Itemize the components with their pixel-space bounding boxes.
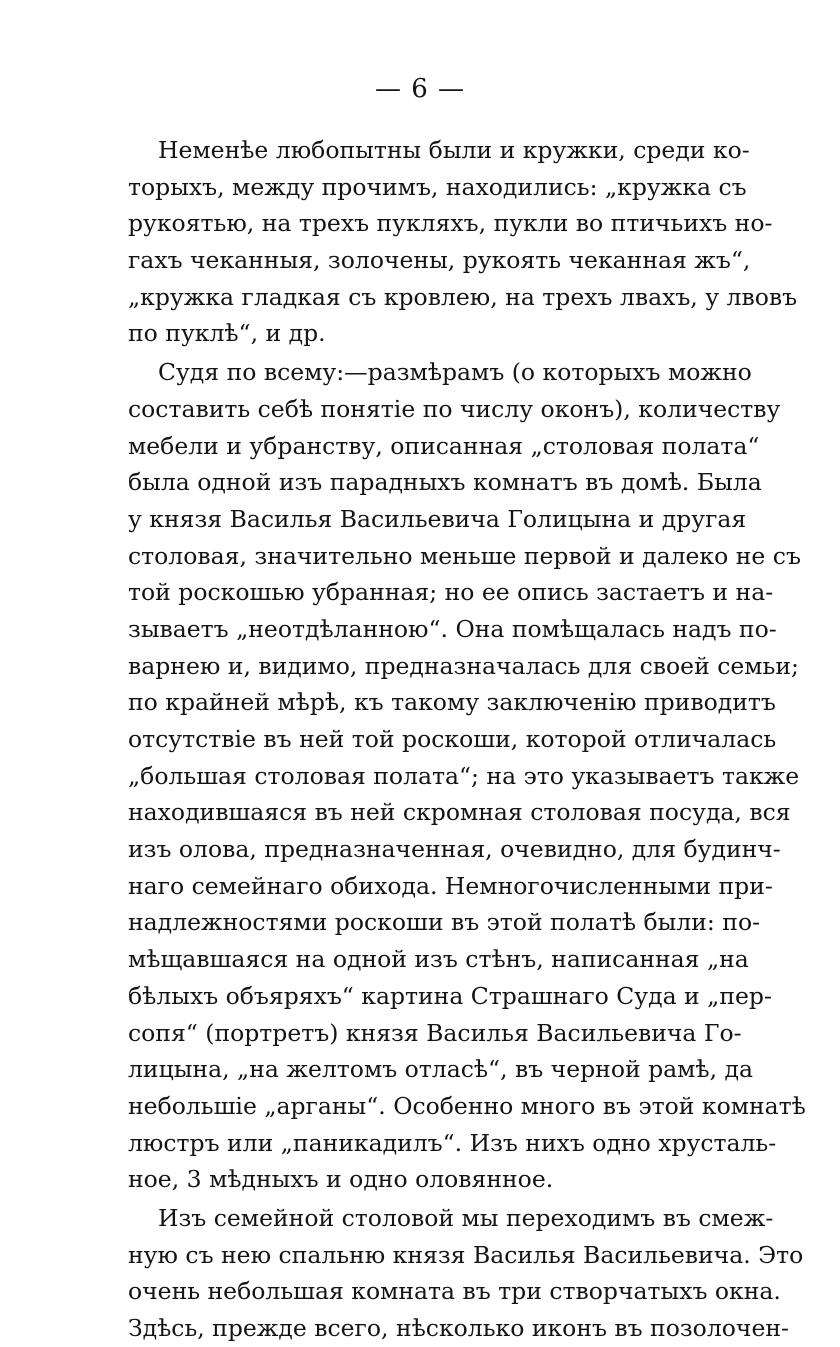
paragraph — [128, 354, 806, 1198]
text-line: очень небольшая комната въ три створчатыхъ окна. — [128, 1277, 781, 1306]
text-line: составить себѣ понятіе по числу оконъ), количеству — [128, 394, 781, 423]
paragraph — [128, 132, 798, 352]
text-line: мѣщавшаяся на одной изъ стѣнъ, написанная „на — [128, 945, 749, 974]
text-line: столовая, значительно меньше первой и далеко не съ — [128, 541, 801, 570]
text-line: бѣлыхъ объяряхъ“ картина Страшнаго Суда и „пер- — [128, 981, 772, 1010]
text-line: сопя“ (портретъ) князя Василья Васильевича Го- — [128, 1018, 742, 1047]
text-line: варнею и, видимо, предназначалась для своей семьи; — [128, 651, 799, 680]
text-line: лицына, „на желтомъ отласѣ“, въ черной рамѣ, да — [128, 1055, 754, 1084]
paragraph — [128, 1200, 804, 1347]
text-line: ное, 3 мѣдныхъ и одно оловянное. — [128, 1165, 554, 1194]
text-line: надлежностями роскоши въ этой полатѣ были: по- — [128, 908, 761, 937]
text-line: торыхъ, между прочимъ, находились: „кружка съ — [128, 172, 747, 201]
text-line: зываетъ „неотдѣланною“. Она помѣщалась надъ по- — [128, 614, 777, 643]
text-line: отсутствіе въ ней той роскоши, которой отличалась — [128, 725, 777, 753]
text-line: той роскошью убранная; но ее опись застаетъ и на- — [128, 578, 774, 607]
text-line: люстръ или „паникадилъ“. Изъ нихъ одно хрусталь- — [128, 1128, 777, 1157]
text-line: „кружка гладкая съ кровлею, на трехъ лвахъ, у лвовъ — [128, 282, 798, 311]
page-number-header: — 6 — — [374, 74, 466, 104]
text-line: по крайней мѣрѣ, къ такому заключенію приводитъ — [128, 688, 776, 717]
text-line: Изъ семейной столовой мы переходимъ въ смеж- — [158, 1203, 774, 1232]
text-line: небольшіе „арганы“. Особенно много въ этой комнатѣ — [128, 1091, 806, 1120]
text-line: у князя Василья Васильевича Голицына и другая — [128, 504, 747, 533]
text-line: Здѣсь, прежде всего, нѣсколько иконъ въ позолочен- — [128, 1314, 789, 1342]
text-line: Неменѣе любопытны были и кружки, среди ко- — [158, 136, 750, 164]
text-line: „большая столовая полата“; на это указываетъ также — [128, 761, 800, 790]
text-line: находившаяся въ ней скромная столовая посуда, вся — [128, 798, 791, 827]
text-line: ную съ нею спальню князя Василья Васильевича. Это — [128, 1240, 804, 1269]
page-text — [128, 132, 806, 1347]
text-line: была одной изъ парадныхъ комнатъ въ домѣ. Была — [128, 468, 762, 497]
text-line: наго семейнаго обихода. Немногочисленными при- — [128, 871, 773, 900]
text-line: изъ олова, предназначенная, очевидно, для будинч- — [128, 835, 781, 864]
text-line: по пуклѣ“, и др. — [128, 319, 326, 348]
text-line: гахъ чеканныя, золочены, рукоять чеканная жъ“, — [128, 246, 751, 275]
text-line: рукоятью, на трехъ пукляхъ, пукли во птичьихъ но- — [128, 209, 773, 238]
text-line: мебели и убранству, описанная „столовая полата“ — [128, 431, 760, 460]
text-line: Судя по всему:—размѣрамъ (о которыхъ можно — [158, 358, 752, 387]
